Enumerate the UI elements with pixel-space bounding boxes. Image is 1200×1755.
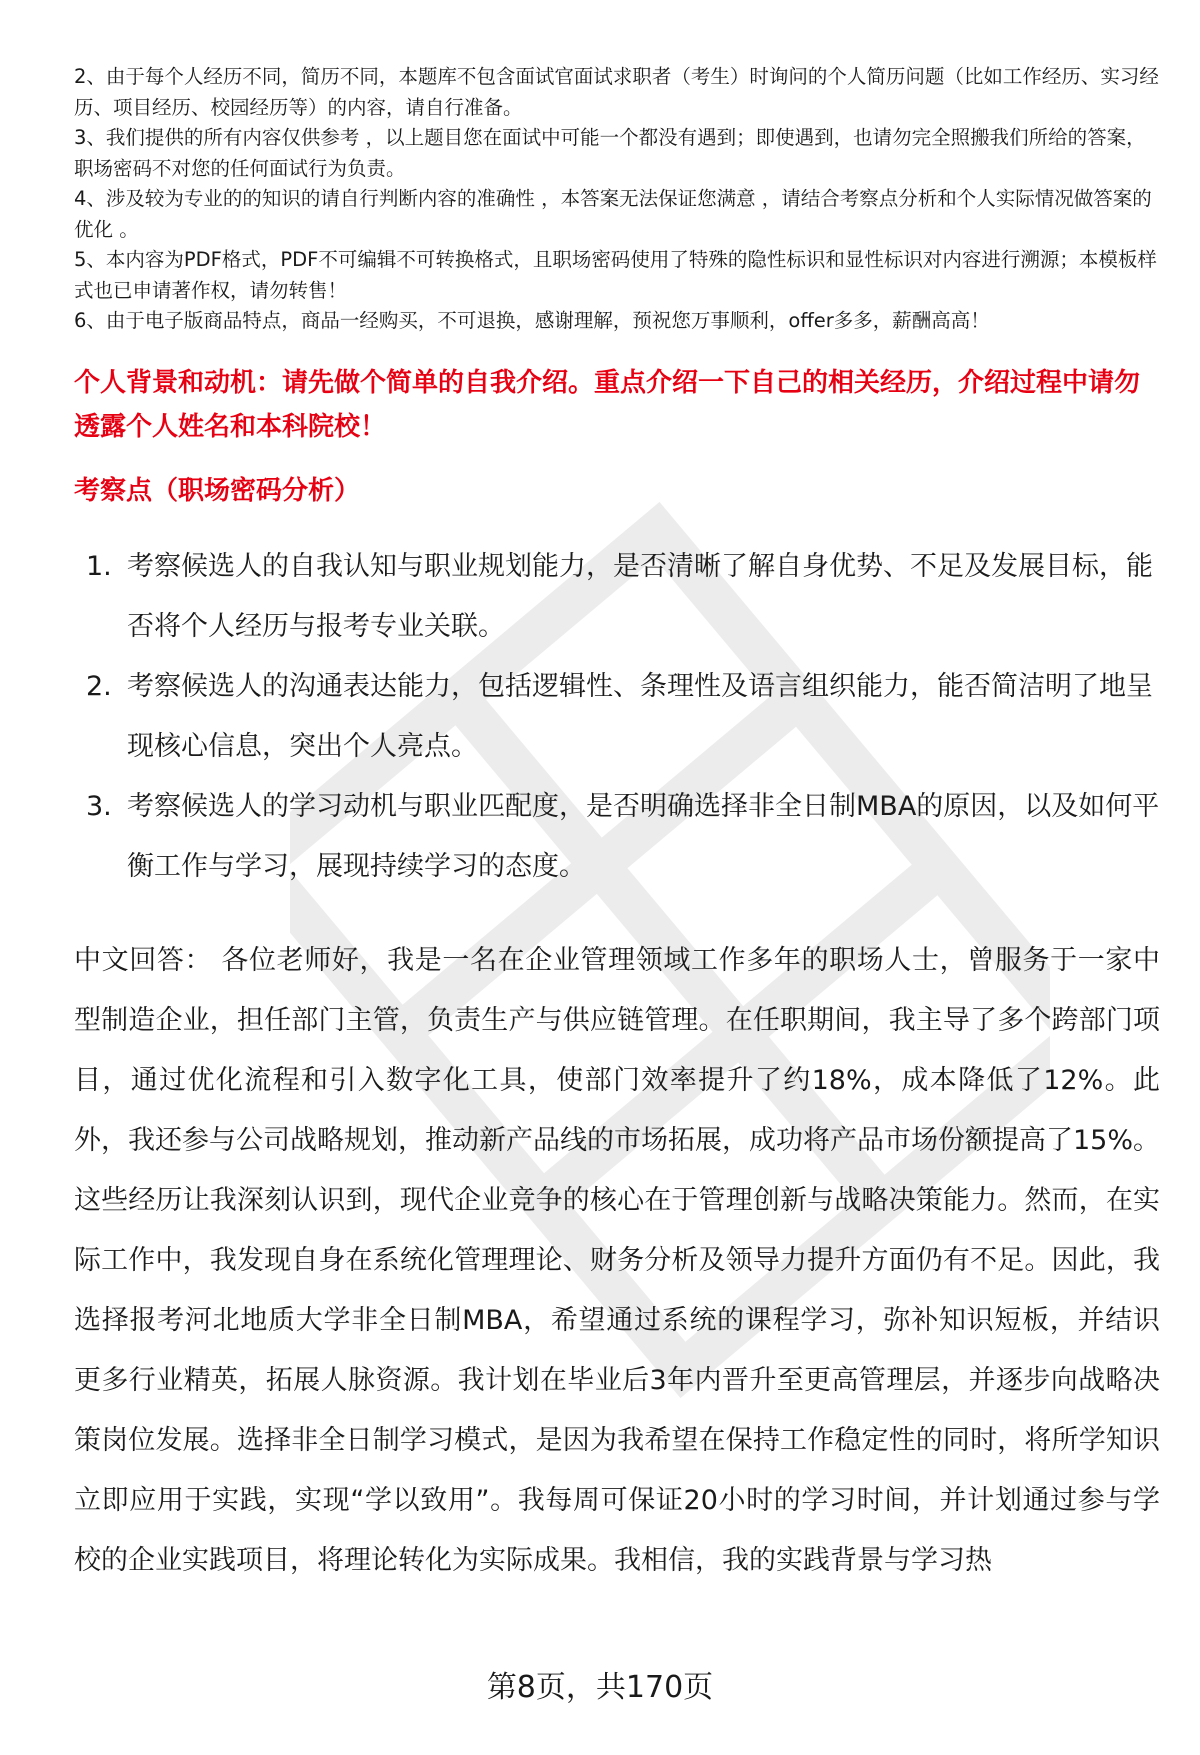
page-number: 第8页，共170页 (486, 1670, 714, 1705)
note-item: 2、由于每个人经历不同，简历不同，本题库不包含面试官面试求职者（考生）时询问的个人简历问题（比如工作经历、实习经历、项目经历、校园经历等）的内容，请自行准备。 (74, 65, 1159, 119)
point-number: 1. (86, 550, 112, 582)
point-number: 2. (86, 670, 112, 702)
notes-list (74, 62, 1160, 337)
point-text: 考察候选人的自我认知与职业规划能力，是否清晰了解自身优势、不足及发展目标，能否将个人经历与报考专业关联。 (127, 550, 1153, 642)
analysis-point (74, 537, 1160, 657)
answer-text: 中文回答： 各位老师好，我是一名在企业管理领域工作多年的职场人士，曾服务于一家中型制造企业，担任部门主管，负责生产与供应链管理。在任职期间，我主导了多个跨部门项目，通过优化流程和引入数字化工具，使部门效率提升了约18%，成本降低了12%。此外，我还参与公司战略规划，推动新产品线的市场拓展，成功将产品市场份额提高了15%。这些经历让我深刻认识到，现代企业竞争的核心在于管理创新与战略决策能力。然而，在实际工作中，我发现自身在系统化管理理论、财务分析及领导力提升方面仍有不足。因此，我选择报考河北地质大学非全日制MBA，希望通过系统的课程学习，弥补知识短板，并结识更多行业精英，拓展人脉资源。我计划在毕业后3年内晋升至更高管理层，并逐步向战略决策岗位发展。选择非全日制学习模式，是因为我希望在保持工作稳定性的同时，将所学知识立即应用于实践，实现“学以致用”。我每周可保证20小时的学习时间，并计划通过参与学校的企业实践项目，将理论转化为实际成果。我相信，我的实践背景与学习热 (74, 944, 1161, 1576)
note-item: 6、由于电子版商品特点，商品一经购买，不可退换，感谢理解，预祝您万事顺利，offer多多，薪酬高高！ (74, 309, 990, 332)
analysis-title: 考察点（职场密码分析） (74, 475, 361, 506)
note-item: 4、涉及较为专业的的知识的请自行判断内容的准确性 ，本答案无法保证您满意 ，请结合考察点分析和个人实际情况做答案的优化 。 (74, 187, 1152, 241)
point-number: 3. (86, 790, 112, 822)
document-page (74, 62, 1160, 1591)
analysis-points (74, 537, 1160, 897)
interview-question: 个人背景和动机：请先做个简单的自我介绍。重点介绍一下自己的相关经历，介绍过程中请勿透露个人姓名和本科院校！ (74, 367, 1141, 442)
note-item: 5、本内容为PDF格式，PDF不可编辑不可转换格式，且职场密码使用了特殊的隐性标识和显性标识对内容进行溯源；本模板样式也已申请著作权，请勿转售！ (74, 248, 1157, 302)
note-item: 3、我们提供的所有内容仅供参考 ，以上题目您在面试中可能一个都没有遇到；即使遇到，也请勿完全照搬我们所给的答案，职场密码不对您的任何面试行为负责。 (74, 126, 1146, 180)
point-text: 考察候选人的沟通表达能力，包括逻辑性、条理性及语言组织能力，能否简洁明了地呈现核心信息，突出个人亮点。 (127, 670, 1153, 762)
analysis-point (74, 657, 1160, 777)
point-text: 考察候选人的学习动机与职业匹配度，是否明确选择非全日制MBA的原因，以及如何平衡工作与学习，展现持续学习的态度。 (127, 790, 1160, 882)
analysis-point (74, 777, 1160, 897)
